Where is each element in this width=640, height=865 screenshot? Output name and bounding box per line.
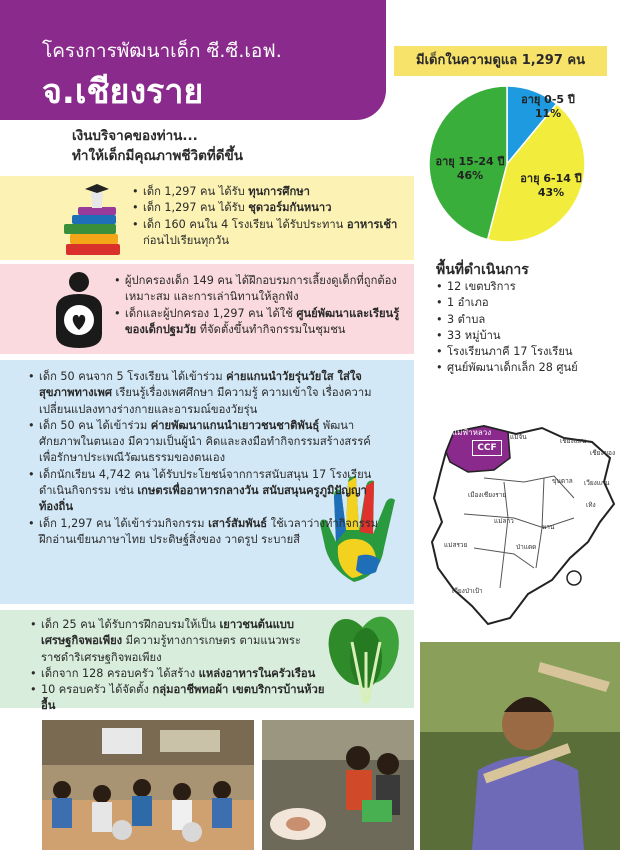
- map-district-label: เวียงป่าเป้า: [452, 587, 483, 595]
- boy-photo: [420, 642, 620, 850]
- agriculture-item: • 10 ครอบครัว ได้จัดตั้ง กลุ่มอาชีพทอผ้า เขตบริการบ้านห้วยอื้น: [30, 682, 330, 715]
- books-graduate-icon: [60, 182, 128, 258]
- map-district-label: เมืองเชียงราย: [468, 491, 507, 499]
- map-district-label: ป่าแดด: [516, 543, 537, 551]
- mother-child-icon: [52, 270, 106, 350]
- youth-item: • เด็ก 50 คนจาก 5 โรงเรียน ได้เข้าร่วม ค่ายแกนนำวัยรุ่นวัยใส ใส่ใจสุขภาพทางเพศ เรียนรู้เรื่องเพศศึกษา มีความรู้ ความเข้าใจ เรื่องความเปลี่ยนแปลงทางร่างกายและอารมณ์ของวัยรุ่น: [28, 369, 386, 418]
- area-list: [436, 279, 578, 377]
- map-district-label: แม่สรวย: [444, 541, 468, 549]
- map-district-label: เชียงของ: [590, 449, 616, 457]
- slice-label-0-5: อายุ 0-5 ปี 11%: [521, 93, 575, 120]
- slice-label-6-14: อายุ 6-14 ปี 43%: [520, 172, 582, 199]
- education-item: • เด็ก 1,297 คน ได้รับ ชุดวอร์มกันหนาว: [132, 200, 404, 216]
- intro-line-2: ทำให้เด็กมีคุณภาพชีวิตที่ดีขึ้น: [72, 148, 243, 164]
- agriculture-item: • เด็ก 25 คน ได้รับการฝึกอบรมให้เป็น เยาวชนต้นแบบเศรษฐกิจพอเพียง มีความรู้ทางการเกษตร ตามแนวพระราชดำริเศรษฐกิจพอเพียง: [30, 617, 330, 666]
- area-title: พื้นที่ดำเนินการ: [436, 262, 529, 278]
- youth-item: • เด็กนักเรียน 4,742 คน ได้รับประโยชน์จากการสนับสนุน 17 โรงเรียน ดำเนินกิจกรรม เช่น เกษตรเพื่ออาหารกลางวัน สนับสนุนครูภูมิปัญญาท้องถิ่น: [28, 467, 386, 516]
- area-item: • 3 ตำบล: [436, 312, 578, 328]
- area-item: • ศูนย์พัฒนาเด็กเล็ก 28 ศูนย์: [436, 360, 578, 376]
- parenting-item: • ผู้ปกครองเด็ก 149 คน ได้ฝึกอบรมการเลี้ยงดูเด็กที่ถูกต้องเหมาะสม และการเล่านิทานให้ลูกฟัง: [114, 273, 406, 306]
- slice-label-15-24: อายุ 15-24 ปี 46%: [435, 155, 505, 182]
- youth-list: [28, 369, 386, 548]
- map-highlight-district: แม่ฟ้าหลวง: [452, 428, 492, 437]
- education-list: [132, 184, 404, 249]
- vegetable-icon: [322, 612, 410, 708]
- youth-item: • เด็ก 1,297 คน ได้เข้าร่วมกิจกรรม เสาร์สัมพันธ์ ใช้เวลาว่างทำกิจกรรม ฝึกอ่านเขียนภาษาไทย ประดิษฐ์สิ่งของ วาดรูป ระบายสี: [28, 516, 386, 549]
- parenting-list: [114, 273, 406, 338]
- map-district-label: เทิง: [586, 501, 596, 509]
- map-district-label: แม่ลาว: [494, 517, 514, 525]
- project-title: โครงการพัฒนาเด็ก ซี.ซี.เอฟ.: [42, 40, 282, 62]
- map-district-label: ขุนตาล: [552, 477, 573, 485]
- parenting-item: • เด็กและผู้ปกครอง 1,297 คน ได้ใช้ ศูนย์พัฒนาและเรียนรู้ของเด็กปฐมวัย ที่จัดตั้งขึ้นทำกิจกรรมในชุมชน: [114, 306, 406, 339]
- children-in-care-label: มีเด็กในความดูแล 1,297 คน: [394, 46, 607, 76]
- area-item: • 12 เขตบริการ: [436, 279, 578, 295]
- agriculture-item: • เด็กจาก 128 ครอบครัว ได้สร้าง แหล่งอาหารในครัวเรือน: [30, 666, 330, 682]
- intro-text: [72, 126, 372, 166]
- map-district-label: พาน: [542, 523, 555, 531]
- map-district-label: แม่จัน: [510, 433, 527, 441]
- map-district-label: เวียงแก่น: [584, 479, 610, 487]
- area-item: • โรงเรียนภาคี 17 โรงเรียน: [436, 344, 578, 360]
- education-item: • เด็ก 1,297 คน ได้รับ ทุนการศึกษา: [132, 184, 404, 200]
- agriculture-list: [30, 617, 330, 715]
- province-title: จ.เชียงราย: [42, 72, 204, 112]
- map-district-label: เชียงแสน: [560, 437, 587, 445]
- livestock-photo: [262, 720, 414, 850]
- education-item: • เด็ก 160 คนใน 4 โรงเรียน ได้รับประทาน อาหารเช้า ก่อนไปเรียนทุกวัน: [132, 217, 404, 250]
- area-item: • 33 หมู่บ้าน: [436, 328, 578, 344]
- classroom-photo: [42, 720, 254, 850]
- youth-item: • เด็ก 50 คน ได้เข้าร่วม ค่ายพัฒนาแกนนำเยาวชนชาติพันธุ์ พัฒนาศักยภาพในตนเอง มีความเป็นผู้นำ คิดและลงมือทำกิจกรรมสร้างสรรค์เพื่อรักษาประเพณีวัฒนธรรมของตนเอง: [28, 418, 386, 467]
- ccf-badge: CCF: [472, 440, 502, 456]
- intro-line-1: เงินบริจาคของท่าน...: [72, 128, 198, 144]
- area-item: • 1 อำเภอ: [436, 295, 578, 311]
